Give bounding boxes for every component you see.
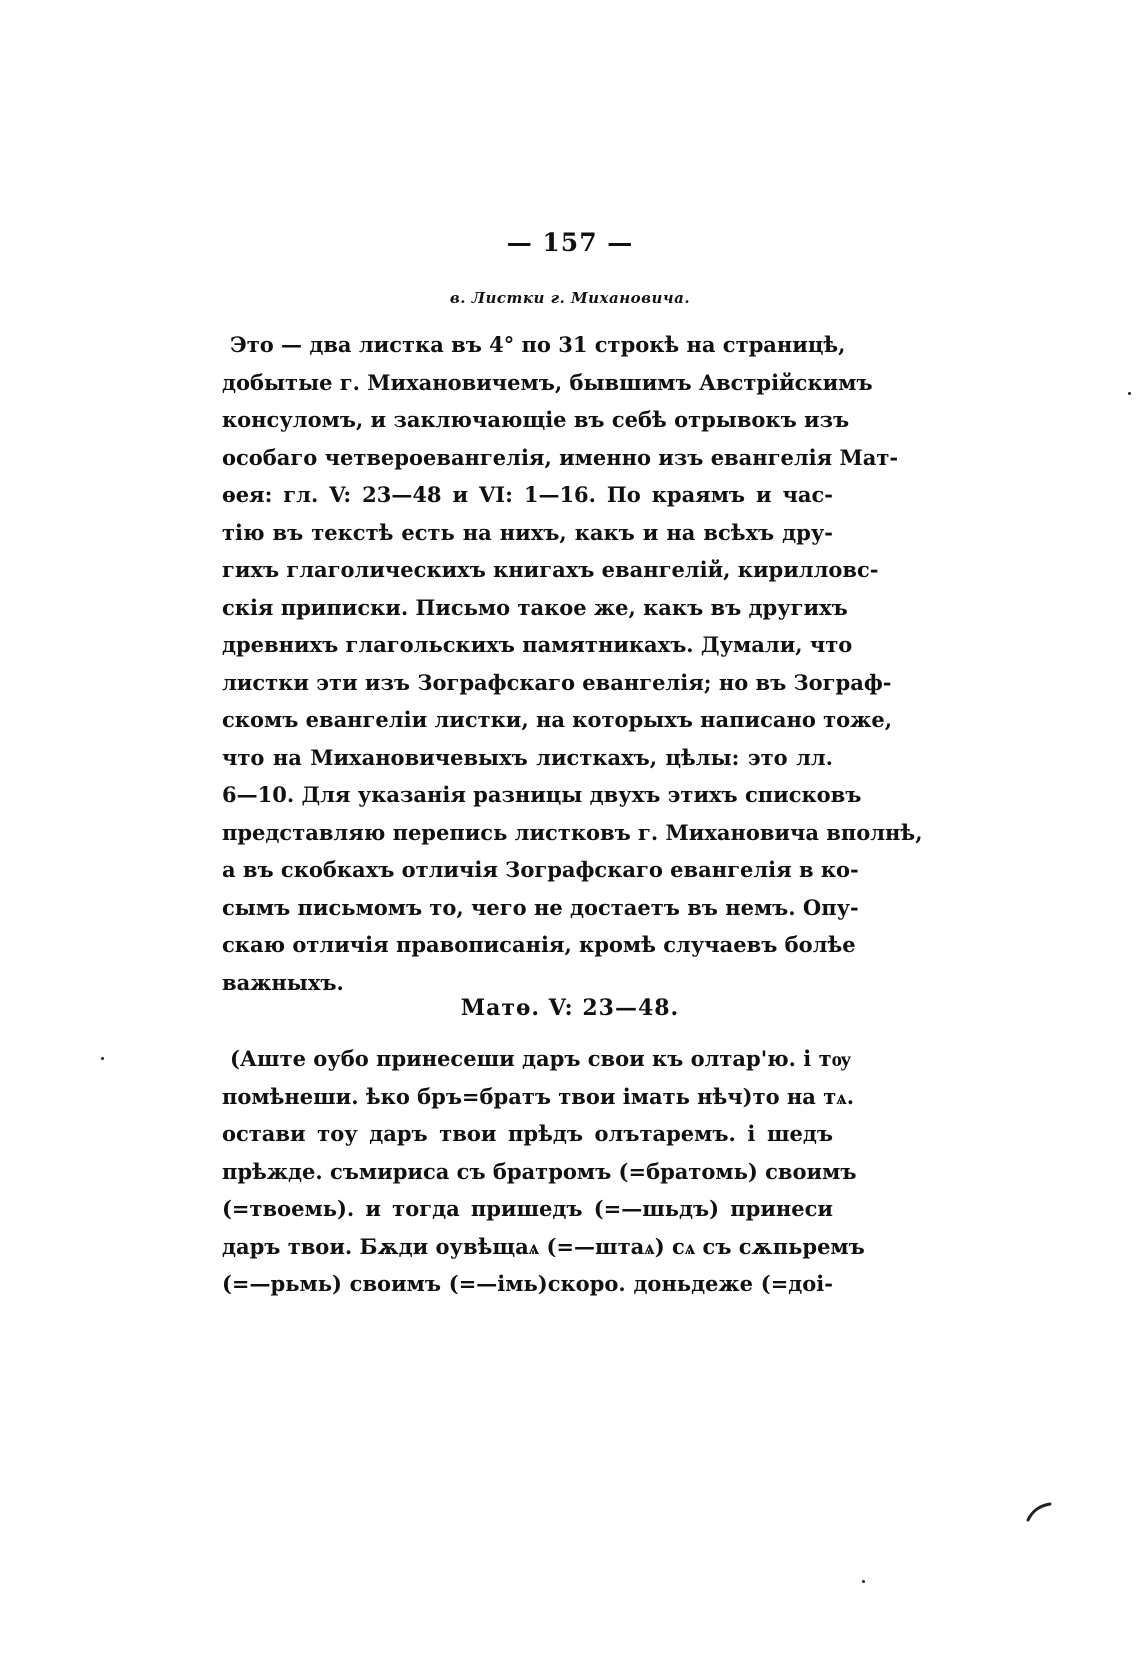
text-line: представляю перепись листковъ г. Михановича вполнѣ, — [222, 819, 923, 845]
scan-speck — [1128, 392, 1131, 395]
text-line: что на Михановичевыхъ листкахъ, цѣлы: это лл. — [222, 744, 833, 770]
text-line: консуломъ, и заключающіе въ себѣ отрывокъ изъ — [222, 407, 850, 432]
quoted-text-block — [222, 1040, 865, 1303]
text-line: особаго четвероевангелія, именно изъ евангелія Мат- — [222, 444, 899, 470]
verse-heading: Матѳ. V: 23—48. — [460, 995, 680, 1021]
text-line: гихъ глаголическихъ книгахъ евангелій, кирилловс- — [222, 557, 879, 582]
quote-line: остави тоу даръ твои прѣдъ олътаремъ. і шедъ — [222, 1121, 833, 1146]
text-line: листки эти изъ Зографскаго евангелія; но въ Зограф- — [222, 669, 892, 695]
page-number: — 157 — — [506, 228, 634, 257]
scan-mark-icon — [1024, 1500, 1054, 1522]
scan-speck — [101, 1057, 104, 1060]
text-line: важныхъ. — [222, 969, 344, 995]
text-line: ѳея: гл. V: 23—48 и VI: 1—16. По краямъ и час- — [222, 482, 833, 507]
text-line: скомъ евангеліи листки, на которыхъ написано тоже, — [222, 707, 893, 732]
quote-line: прѣжде. съмириса съ братромъ (=братомь) своимъ — [222, 1158, 857, 1184]
quote-line: помѣнеши. ѣко бръ=братъ твои імать нѣч)то на тѧ. — [222, 1083, 855, 1109]
quote-line: (=твоемь). и тогда пришедъ (=—шьдъ) принеси — [222, 1196, 833, 1221]
intro-paragraph — [222, 326, 923, 1001]
scan-speck — [862, 1580, 865, 1583]
text-line: сымъ письмомъ то, чего не достаетъ въ немъ. Опу- — [222, 894, 859, 920]
text-line: 6—10. Для указанія разницы двухъ этихъ списковъ — [222, 782, 862, 807]
quote-line: (=—рьмь) своимъ (=—імь)скоро. доньдеже (=доі- — [222, 1271, 833, 1296]
quote-line: (Аште оубо принесеши даръ свои къ олтар'ю. і тѹ — [230, 1046, 851, 1071]
text-line: древнихъ глагольскихъ памятникахъ. Думали, что — [222, 632, 853, 657]
text-line: тію въ текстѣ есть на нихъ, какъ и на всѣхъ дру- — [222, 519, 833, 545]
text-line: добытые г. Михановичемъ, бывшимъ Австрійскимъ — [222, 369, 873, 395]
text-line: а въ скобкахъ отличія Зографскаго евангелія в ко- — [222, 857, 859, 882]
quote-line: даръ твои. Бѫди оувѣщаѧ (=—штаѧ) сѧ съ сѫпьремъ — [222, 1233, 865, 1259]
text-line: Это — два листка въ 4° по 31 строкѣ на страницѣ, — [230, 332, 846, 357]
text-line: скаю отличія правописанія, кромѣ случаевъ болѣе — [222, 932, 856, 957]
text-line: скія приписки. Письмо такое же, какъ въ другихъ — [222, 594, 848, 620]
section-heading: в. Листки г. Михановича. — [449, 289, 691, 307]
